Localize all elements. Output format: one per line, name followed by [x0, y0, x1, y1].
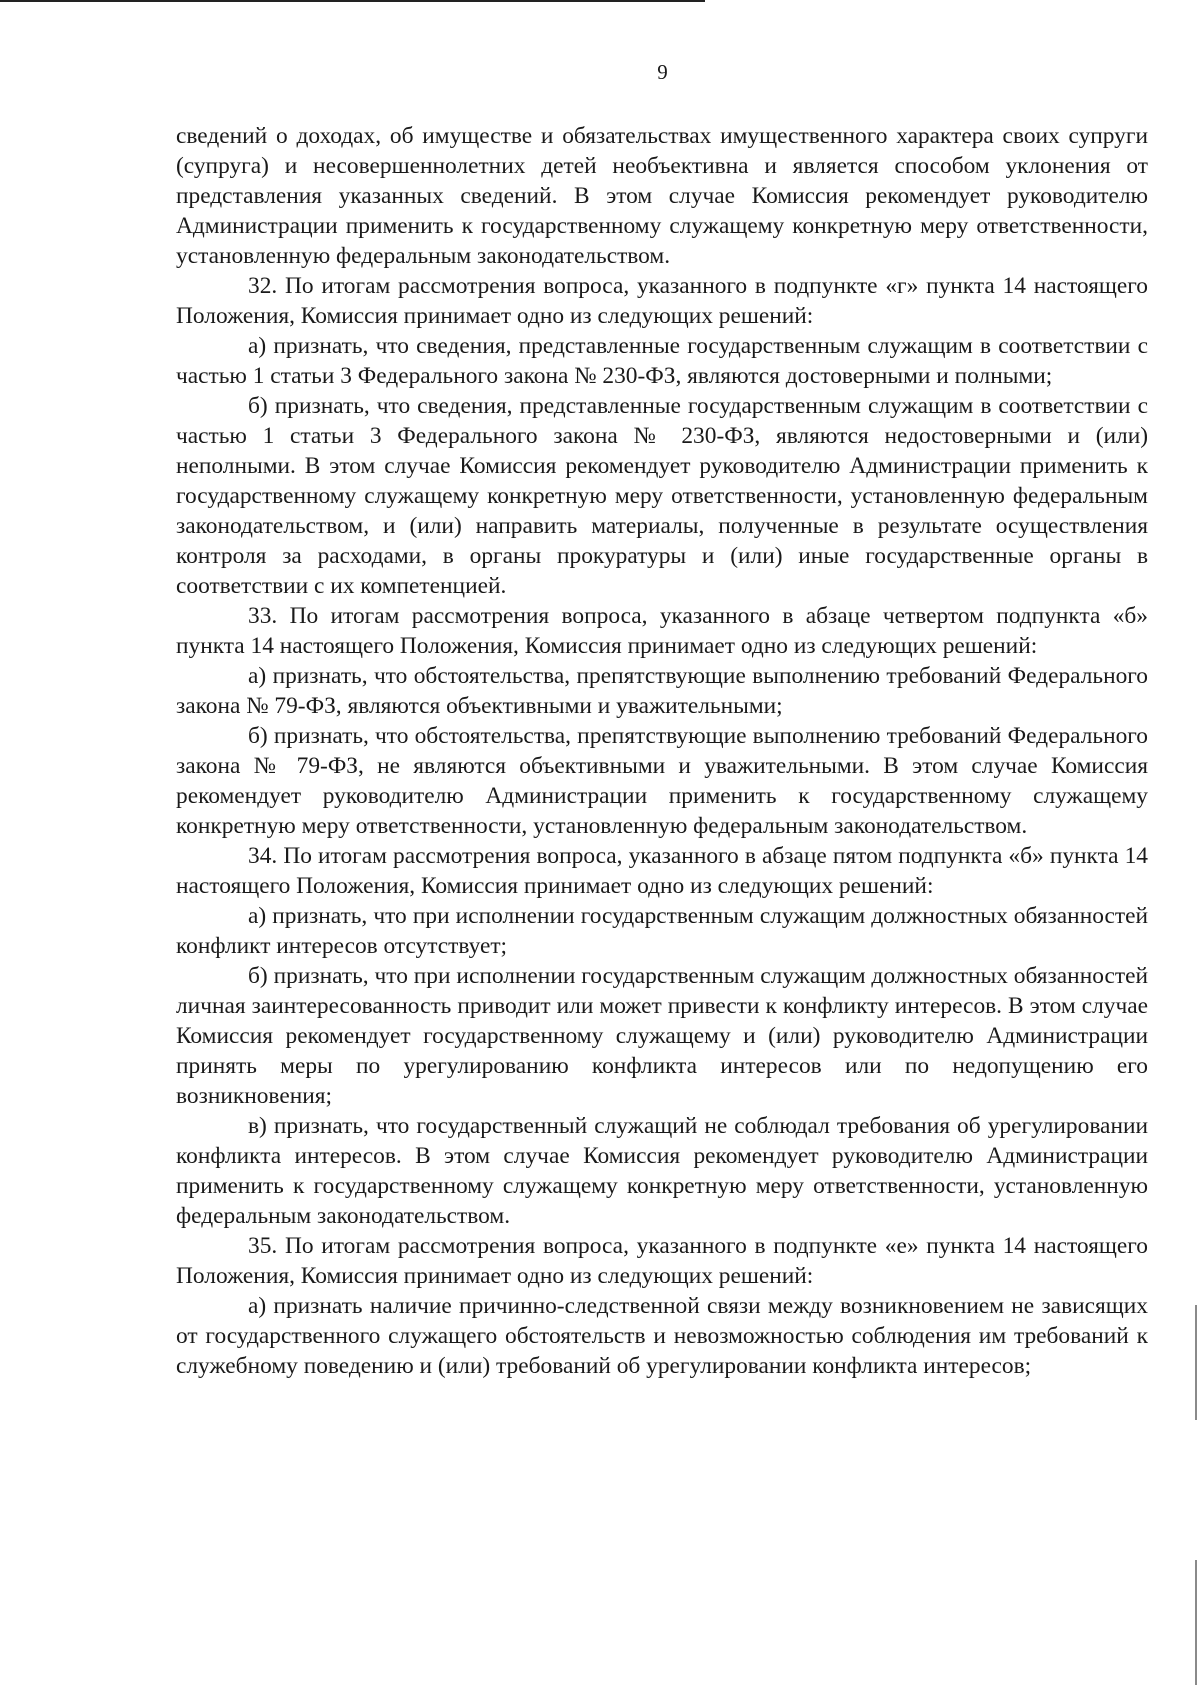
- paragraph-clause-32-b: б) признать, что сведения, представленные государственным служащим в соответствии с частью 1 статьи 3 Федерального закона № 230-ФЗ, являются недостоверными и (или) неполными. В этом случае Комиссия рекомендует руководителю Администрации применить к государственному служащему конкретную меру ответственности, установленную федеральным законодательством, и (или) направить материалы, полученные в результате осуществления контроля за расходами, в органы прокуратуры и (или) иные государственные органы в соответствии с их компетенцией.: [176, 393, 1148, 599]
- paragraph-clause-34-b: б) признать, что при исполнении государственным служащим должностных обязанностей личная заинтересованность приводит или может привести к конфликту интересов. В этом случае Комиссия рекомендует государственному служащему и (или) руководителю Администрации принять меры по урегулированию конфликта интересов или по недопущению его возникновения;: [176, 963, 1148, 1109]
- paragraph-clause-33-b: б) признать, что обстоятельства, препятствующие выполнению требований Федерального закона № 79-ФЗ, не являются объективными и уважительными. В этом случае Комиссия рекомендует руководителю Администрации применить к государственному служащему конкретную меру ответственности, установленную федеральным законодательством.: [176, 723, 1148, 839]
- paragraph-continuation: сведений о доходах, об имуществе и обязательствах имущественного характера своих супруги (супруга) и несовершеннолетних детей необъективна и является способом уклонения от представления указанных сведений. В этом случае Комиссия рекомендует руководителю Администрации применить к государственному служащему конкретную меру ответственности, установленную федеральным законодательством.: [176, 123, 1148, 269]
- paragraph-clause-32: 32. По итогам рассмотрения вопроса, указанного в подпункте «г» пункта 14 настоящего Положения, Комиссия принимает одно из следующих решений:: [176, 273, 1148, 329]
- paragraph-clause-33-a: а) признать, что обстоятельства, препятствующие выполнению требований Федерального закона № 79-ФЗ, являются объективными и уважительными;: [176, 663, 1148, 719]
- paragraph-clause-35: 35. По итогам рассмотрения вопроса, указанного в подпункте «е» пункта 14 настоящего Положения, Комиссия принимает одно из следующих решений:: [176, 1233, 1148, 1289]
- scan-edge-mark: [1195, 1305, 1197, 1420]
- paragraph-clause-34: 34. По итогам рассмотрения вопроса, указанного в абзаце пятом подпункта «б» пункта 14 настоящего Положения, Комиссия принимает одно из следующих решений:: [176, 843, 1148, 899]
- scan-top-rule: [0, 0, 705, 2]
- page-number: 9: [657, 60, 668, 84]
- paragraph-clause-34-a: а) признать, что при исполнении государственным служащим должностных обязанностей конфликт интересов отсутствует;: [176, 903, 1148, 959]
- document-body: [176, 121, 1148, 1381]
- paragraph-clause-32-a: а) признать, что сведения, представленные государственным служащим в соответствии с частью 1 статьи 3 Федерального закона № 230-ФЗ, являются достоверными и полными;: [176, 333, 1148, 389]
- paragraph-clause-34-v: в) признать, что государственный служащий не соблюдал требования об урегулировании конфликта интересов. В этом случае Комиссия рекомендует руководителю Администрации применить к государственному служащему конкретную меру ответственности, установленную федеральным законодательством.: [176, 1113, 1148, 1229]
- scan-edge-mark: [1195, 1560, 1197, 1685]
- paragraph-clause-35-a: а) признать наличие причинно-следственной связи между возникновением не зависящих от государственного служащего обстоятельств и невозможностью соблюдения им требований к служебному поведению и (или) требований об урегулировании конфликта интересов;: [176, 1293, 1148, 1379]
- paragraph-clause-33: 33. По итогам рассмотрения вопроса, указанного в абзаце четвертом подпункта «б» пункта 14 настоящего Положения, Комиссия принимает одно из следующих решений:: [176, 603, 1148, 659]
